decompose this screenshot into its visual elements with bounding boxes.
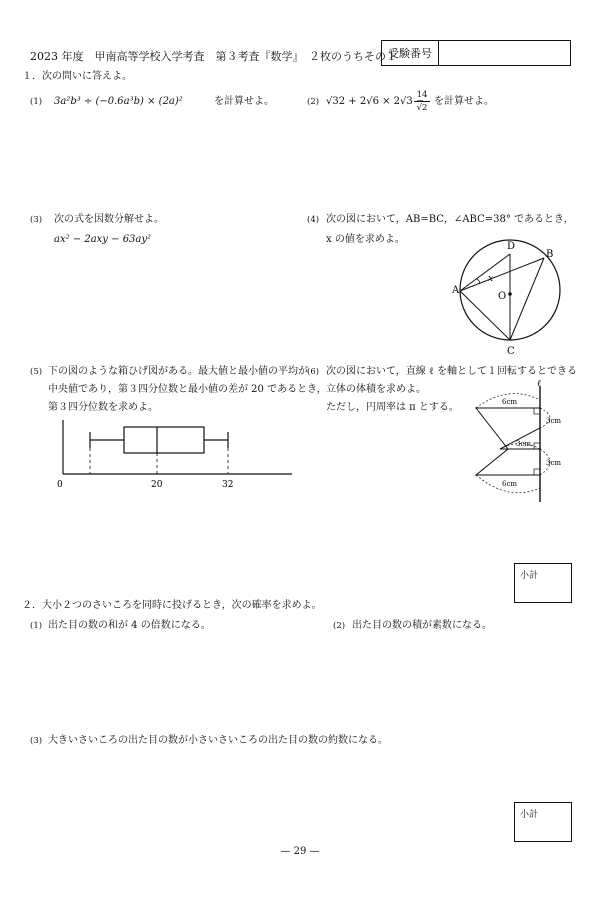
q1-5-number: (5) <box>30 367 43 377</box>
box-iqr <box>124 427 204 453</box>
box-plot <box>54 418 294 493</box>
angle-x-arc <box>477 279 480 284</box>
q1-4-number: (4) <box>307 215 320 225</box>
dim-top-6cm: 6cm <box>502 398 518 406</box>
dim-mid-3cm: 3cm <box>516 440 532 448</box>
segment-ab <box>460 258 544 291</box>
q1-6-line2: 立体の体積を求めよ。 <box>326 384 426 395</box>
q2-subtotal-label: 小計 <box>520 810 539 820</box>
q2-1-text: 出た目の数の和が 4 の倍数になる。 <box>48 620 211 631</box>
right-angle-mark-bottom <box>534 469 540 475</box>
point-o-label: O <box>498 291 507 302</box>
q1-4-line2: x の値を求めよ。 <box>326 234 405 245</box>
q1-1-instruction: を計算せよ。 <box>214 96 274 107</box>
center-point <box>508 292 512 296</box>
q2-2-number: (2) <box>333 621 346 631</box>
dim-bottom-6cm: 6cm <box>502 480 518 488</box>
point-a-label: A <box>452 285 460 296</box>
q1-1-number: (1) <box>30 97 43 107</box>
q1-5-line2: 中央値であり，第３四分位数と最小値の差が 20 であるとき， <box>48 384 327 395</box>
q2-3-number: (3) <box>30 736 43 746</box>
circle-figure <box>450 236 570 360</box>
axis-l-label: ℓ <box>537 379 541 389</box>
q1-subtotal-box[interactable] <box>514 563 572 603</box>
rotation-figure <box>468 378 568 506</box>
q1-1-expression: 3a²b³ ÷ (−0.6a³b) × (2a)² <box>54 96 183 107</box>
q1-6-number: (6) <box>307 367 320 377</box>
q1-2-instruction: を計算せよ。 <box>434 96 494 107</box>
exam-number-box <box>381 40 571 66</box>
q1-2-fraction-numerator: 14 <box>414 89 430 102</box>
point-b-label: B <box>546 249 554 260</box>
angle-x-label: x <box>488 274 494 284</box>
tick-label-0: 0 <box>57 480 63 490</box>
q1-subtotal-label: 小計 <box>520 571 539 581</box>
right-angle-mark-mid <box>534 443 540 449</box>
q1-2-fraction <box>414 89 430 114</box>
point-d-label: D <box>507 241 516 252</box>
q1-3-expression: ax² − 2axy − 63ay² <box>54 234 152 245</box>
q1-2-number: (2) <box>307 97 320 107</box>
q2-1-number: (1) <box>30 621 43 631</box>
segment-ad <box>460 254 510 291</box>
q1-3-number: (3) <box>30 215 43 225</box>
dim-right-3cm-lower: 3cm <box>546 459 562 467</box>
dim-right-3cm-upper: 3cm <box>546 417 562 425</box>
tick-label-20: 20 <box>151 480 163 490</box>
exam-number-label: 受験番号 <box>382 41 439 65</box>
q2-subtotal-box[interactable] <box>514 802 572 842</box>
page-number: — 29 — <box>280 846 320 857</box>
q1-5-line3: 第３四分位数を求めよ。 <box>48 402 158 413</box>
q1-6-line1: 次の図において，直線 ℓ を軸として１回転するとできる <box>326 366 577 377</box>
page-title: 2023 年度 甲南高等学校入学考査 第３考査『数学』 ２枚のうちその１ <box>30 50 397 63</box>
q1-2-expression: √32 + 2√6 × 2√3 − <box>326 96 425 107</box>
q1-2-fraction-denominator: √2 <box>416 103 428 113</box>
segment-bc <box>510 258 544 340</box>
exam-number-field[interactable] <box>439 41 570 65</box>
q2-3-text: 大きいさいころの出た目の数が小さいさいころの出た目の数の約数になる。 <box>48 735 388 746</box>
tick-label-32: 32 <box>222 480 234 490</box>
q1-6-line3: ただし，円周率は π とする。 <box>326 402 459 413</box>
q1-5-line1: 下の図のような箱ひげ図がある。最大値と最小値の平均が <box>48 366 308 377</box>
q2-2-text: 出た目の数の積が素数になる。 <box>352 620 492 631</box>
q2-heading: ２．大小２つのさいころを同時に投げるとき，次の確率を求めよ。 <box>22 600 322 611</box>
q1-3-text: 次の式を因数分解せよ。 <box>54 214 164 225</box>
q1-heading: １．次の問いに答えよ。 <box>22 71 132 82</box>
point-c-label: C <box>507 346 515 357</box>
right-angle-mark-top <box>534 408 540 414</box>
q1-4-line1: 次の図において，AB=BC，∠ABC=38° であるとき， <box>326 214 574 225</box>
